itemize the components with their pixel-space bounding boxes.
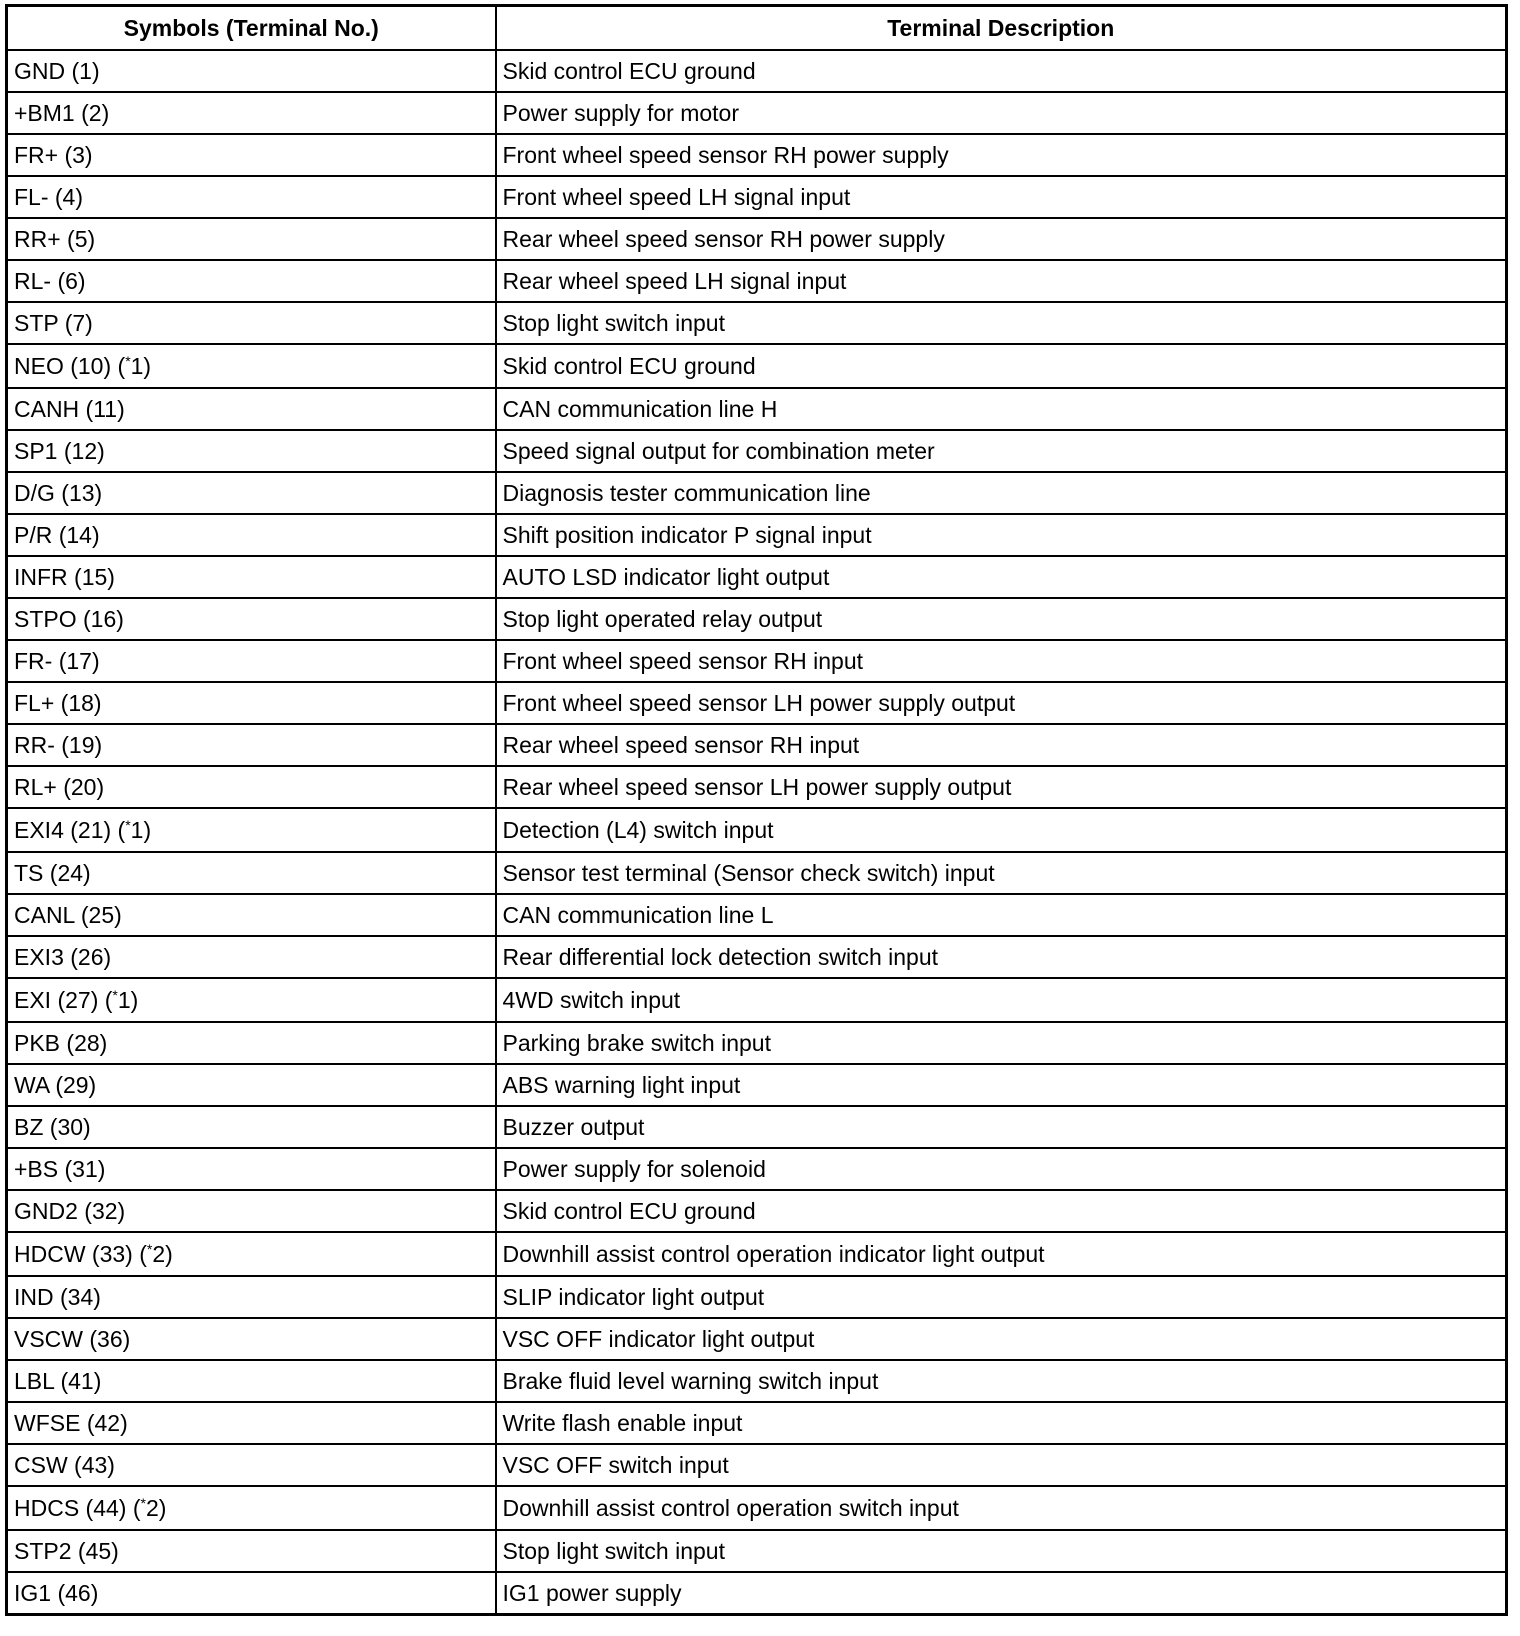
symbol-text: RR+ (5) bbox=[14, 225, 96, 252]
table-row bbox=[7, 808, 1507, 852]
table-row bbox=[7, 472, 1507, 514]
description-cell: Skid control ECU ground bbox=[496, 50, 1507, 92]
header-description: Terminal Description bbox=[496, 6, 1507, 51]
table-row bbox=[7, 978, 1507, 1022]
footnote-mark: * bbox=[112, 986, 118, 1003]
description-cell: Shift position indicator P signal input bbox=[496, 514, 1507, 556]
symbol-text: GND2 (32) bbox=[14, 1197, 126, 1224]
symbol-cell bbox=[7, 682, 496, 724]
symbol-text: EXI3 (26) bbox=[14, 943, 112, 970]
symbol-cell bbox=[7, 430, 496, 472]
symbol-cell bbox=[7, 1106, 496, 1148]
symbol-text: RL- (6) bbox=[14, 267, 86, 294]
symbol-cell bbox=[7, 936, 496, 978]
description-cell: Rear wheel speed sensor RH power supply bbox=[496, 218, 1507, 260]
table-row bbox=[7, 852, 1507, 894]
description-cell: Brake fluid level warning switch input bbox=[496, 1360, 1507, 1402]
description-cell: Rear wheel speed LH signal input bbox=[496, 260, 1507, 302]
symbol-cell bbox=[7, 176, 496, 218]
symbol-cell bbox=[7, 388, 496, 430]
footnote-mark: * bbox=[140, 1494, 146, 1511]
description-cell: Sensor test terminal (Sensor check switch) input bbox=[496, 852, 1507, 894]
table-row bbox=[7, 1402, 1507, 1444]
symbol-text: IND (34) bbox=[14, 1283, 101, 1310]
table-row bbox=[7, 1486, 1507, 1530]
symbol-cell bbox=[7, 302, 496, 344]
description-cell: Front wheel speed LH signal input bbox=[496, 176, 1507, 218]
description-cell: Power supply for solenoid bbox=[496, 1148, 1507, 1190]
symbol-text: STP (7) bbox=[14, 309, 93, 336]
symbol-cell bbox=[7, 766, 496, 808]
table-row bbox=[7, 1106, 1507, 1148]
symbol-text: TS (24) bbox=[14, 859, 91, 886]
description-cell: Diagnosis tester communication line bbox=[496, 472, 1507, 514]
symbol-text: HDCW (33) ( bbox=[14, 1240, 147, 1267]
table-body bbox=[7, 50, 1507, 1615]
description-cell: Skid control ECU ground bbox=[496, 1190, 1507, 1232]
table-row bbox=[7, 1444, 1507, 1486]
footnote-number: 1) bbox=[130, 816, 152, 843]
symbol-cell bbox=[7, 134, 496, 176]
table-row bbox=[7, 302, 1507, 344]
table-row bbox=[7, 894, 1507, 936]
table-row bbox=[7, 1232, 1507, 1276]
table-row bbox=[7, 514, 1507, 556]
description-cell: Power supply for motor bbox=[496, 92, 1507, 134]
table-row bbox=[7, 556, 1507, 598]
description-cell: Write flash enable input bbox=[496, 1402, 1507, 1444]
symbol-text: WA (29) bbox=[14, 1071, 97, 1098]
symbol-cell bbox=[7, 260, 496, 302]
symbol-cell bbox=[7, 640, 496, 682]
description-cell: ABS warning light input bbox=[496, 1064, 1507, 1106]
description-cell: CAN communication line L bbox=[496, 894, 1507, 936]
description-cell: Stop light switch input bbox=[496, 302, 1507, 344]
symbol-cell bbox=[7, 1318, 496, 1360]
footnote-mark: * bbox=[125, 816, 131, 833]
table-row bbox=[7, 1148, 1507, 1190]
symbol-text: CANL (25) bbox=[14, 901, 122, 928]
symbol-text: EXI (27) ( bbox=[14, 986, 113, 1013]
description-cell: 4WD switch input bbox=[496, 978, 1507, 1022]
symbol-cell bbox=[7, 1148, 496, 1190]
footnote-number: 1) bbox=[130, 352, 152, 379]
table-row bbox=[7, 598, 1507, 640]
symbol-cell bbox=[7, 514, 496, 556]
table-row bbox=[7, 92, 1507, 134]
description-cell: Speed signal output for combination meter bbox=[496, 430, 1507, 472]
symbol-cell bbox=[7, 218, 496, 260]
description-cell: Skid control ECU ground bbox=[496, 344, 1507, 388]
table-row bbox=[7, 724, 1507, 766]
symbol-cell bbox=[7, 1064, 496, 1106]
description-cell: AUTO LSD indicator light output bbox=[496, 556, 1507, 598]
symbol-text: STP2 (45) bbox=[14, 1537, 119, 1564]
symbol-text: +BM1 (2) bbox=[14, 99, 110, 126]
table-row bbox=[7, 260, 1507, 302]
description-cell: Front wheel speed sensor RH power supply bbox=[496, 134, 1507, 176]
description-cell: Buzzer output bbox=[496, 1106, 1507, 1148]
symbol-text: VSCW (36) bbox=[14, 1325, 131, 1352]
description-cell: Rear differential lock detection switch input bbox=[496, 936, 1507, 978]
footnote-mark: * bbox=[125, 352, 131, 369]
table-row bbox=[7, 682, 1507, 724]
symbol-cell bbox=[7, 1402, 496, 1444]
symbol-cell bbox=[7, 978, 496, 1022]
symbol-text: STPO (16) bbox=[14, 605, 124, 632]
symbol-cell bbox=[7, 556, 496, 598]
table-row bbox=[7, 176, 1507, 218]
symbol-cell bbox=[7, 1360, 496, 1402]
symbol-cell bbox=[7, 1022, 496, 1064]
table-row bbox=[7, 1572, 1507, 1615]
description-cell: Downhill assist control operation indicator light output bbox=[496, 1232, 1507, 1276]
symbol-cell bbox=[7, 1232, 496, 1276]
symbol-cell bbox=[7, 598, 496, 640]
description-cell: Front wheel speed sensor RH input bbox=[496, 640, 1507, 682]
table-row bbox=[7, 218, 1507, 260]
symbol-cell bbox=[7, 724, 496, 766]
description-cell: Rear wheel speed sensor LH power supply output bbox=[496, 766, 1507, 808]
symbol-text: LBL (41) bbox=[14, 1367, 102, 1394]
symbol-text: CSW (43) bbox=[14, 1451, 115, 1478]
symbol-text: EXI4 (21) ( bbox=[14, 816, 126, 843]
description-cell: Detection (L4) switch input bbox=[496, 808, 1507, 852]
symbol-cell bbox=[7, 1190, 496, 1232]
table-row bbox=[7, 1276, 1507, 1318]
symbol-cell bbox=[7, 1486, 496, 1530]
symbol-text: FR+ (3) bbox=[14, 141, 93, 168]
symbol-text: INFR (15) bbox=[14, 563, 115, 590]
symbol-cell bbox=[7, 1530, 496, 1572]
symbol-text: D/G (13) bbox=[14, 479, 103, 506]
table-row bbox=[7, 1360, 1507, 1402]
symbol-cell bbox=[7, 92, 496, 134]
description-cell: Front wheel speed sensor LH power supply output bbox=[496, 682, 1507, 724]
table-header-row bbox=[7, 6, 1507, 51]
description-cell: SLIP indicator light output bbox=[496, 1276, 1507, 1318]
symbol-text: FL- (4) bbox=[14, 183, 83, 210]
symbol-text: NEO (10) ( bbox=[14, 352, 126, 379]
description-cell: Rear wheel speed sensor RH input bbox=[496, 724, 1507, 766]
table-row bbox=[7, 1318, 1507, 1360]
terminal-table-wrapper bbox=[5, 4, 1505, 1616]
description-cell: Stop light operated relay output bbox=[496, 598, 1507, 640]
symbol-text: P/R (14) bbox=[14, 521, 100, 548]
symbol-cell bbox=[7, 852, 496, 894]
symbol-text: GND (1) bbox=[14, 57, 100, 84]
symbol-text: SP1 (12) bbox=[14, 437, 105, 464]
description-cell: Stop light switch input bbox=[496, 1530, 1507, 1572]
description-cell: IG1 power supply bbox=[496, 1572, 1507, 1615]
symbol-text: FL+ (18) bbox=[14, 689, 102, 716]
table-row bbox=[7, 640, 1507, 682]
symbol-text: CANH (11) bbox=[14, 395, 125, 422]
header-symbols: Symbols (Terminal No.) bbox=[7, 6, 496, 51]
symbol-cell bbox=[7, 808, 496, 852]
description-cell: VSC OFF switch input bbox=[496, 1444, 1507, 1486]
table-row bbox=[7, 766, 1507, 808]
table-row bbox=[7, 344, 1507, 388]
description-cell: CAN communication line H bbox=[496, 388, 1507, 430]
symbol-cell bbox=[7, 1276, 496, 1318]
symbol-text: FR- (17) bbox=[14, 647, 100, 674]
symbol-text: HDCS (44) ( bbox=[14, 1494, 141, 1521]
symbol-cell bbox=[7, 472, 496, 514]
symbol-text: PKB (28) bbox=[14, 1029, 108, 1056]
symbol-text: WFSE (42) bbox=[14, 1409, 128, 1436]
symbol-cell bbox=[7, 1572, 496, 1615]
symbol-cell bbox=[7, 344, 496, 388]
table-row bbox=[7, 1064, 1507, 1106]
table-row bbox=[7, 430, 1507, 472]
symbol-text: RR- (19) bbox=[14, 731, 103, 758]
description-cell: VSC OFF indicator light output bbox=[496, 1318, 1507, 1360]
terminal-table bbox=[5, 4, 1508, 1616]
table-row bbox=[7, 1530, 1507, 1572]
table-row bbox=[7, 936, 1507, 978]
table-row bbox=[7, 388, 1507, 430]
symbol-text: +BS (31) bbox=[14, 1155, 106, 1182]
symbol-cell bbox=[7, 1444, 496, 1486]
footnote-number: 2) bbox=[145, 1494, 167, 1521]
description-cell: Parking brake switch input bbox=[496, 1022, 1507, 1064]
table-row bbox=[7, 1022, 1507, 1064]
symbol-cell bbox=[7, 50, 496, 92]
description-cell: Downhill assist control operation switch input bbox=[496, 1486, 1507, 1530]
table-row bbox=[7, 1190, 1507, 1232]
symbol-text: IG1 (46) bbox=[14, 1579, 99, 1606]
footnote-number: 2) bbox=[152, 1240, 173, 1267]
footnote-mark: * bbox=[146, 1240, 153, 1257]
table-row bbox=[7, 134, 1507, 176]
symbol-text: RL+ (20) bbox=[14, 773, 105, 800]
table-row bbox=[7, 50, 1507, 92]
footnote-number: 1) bbox=[117, 986, 139, 1013]
symbol-text: BZ (30) bbox=[14, 1113, 91, 1140]
symbol-cell bbox=[7, 894, 496, 936]
